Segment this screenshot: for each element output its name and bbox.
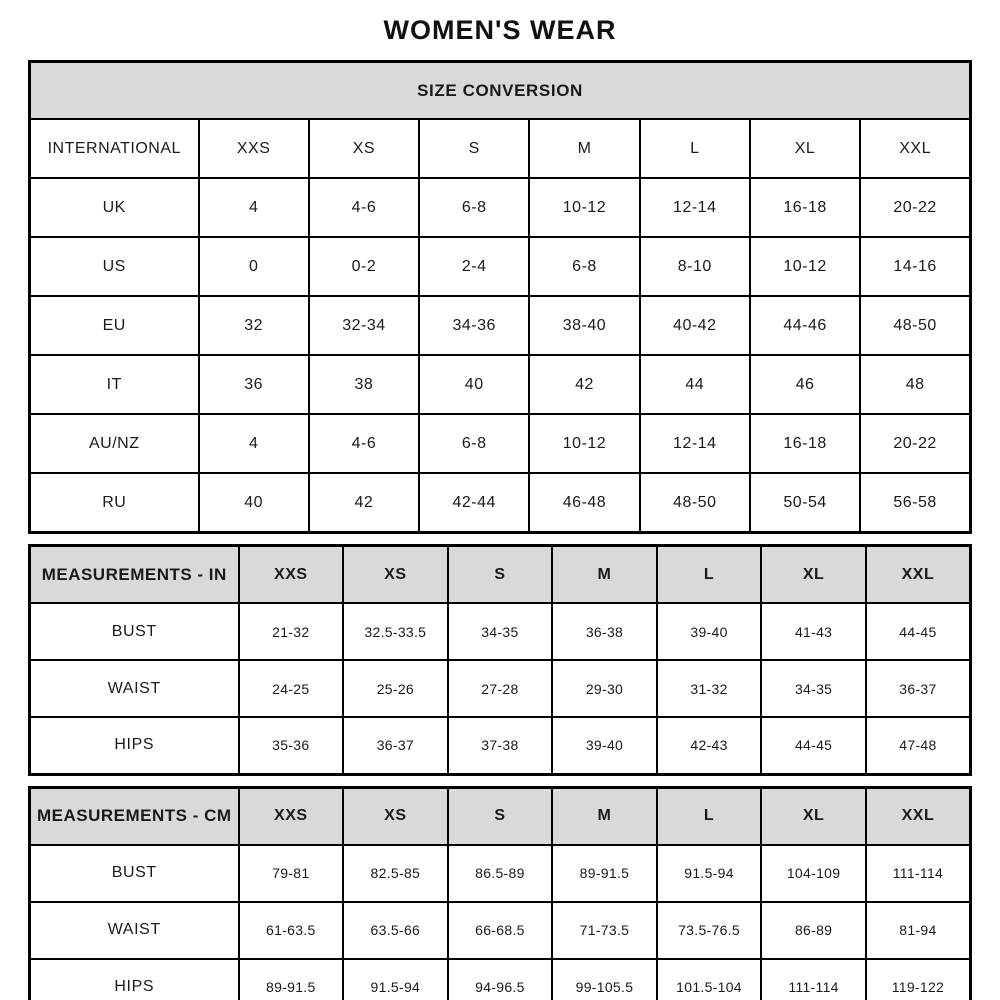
- value-cell: 48: [860, 355, 970, 414]
- row-label: AU/NZ: [30, 414, 199, 473]
- value-cell: 20-22: [860, 414, 970, 473]
- size-column-header: S: [448, 787, 553, 845]
- value-cell: 34-35: [761, 660, 866, 717]
- table-row: [30, 237, 971, 296]
- value-cell: 101.5-104: [657, 959, 762, 1000]
- table-title: MEASUREMENTS - IN: [30, 546, 239, 604]
- value-cell: 111-114: [761, 959, 866, 1000]
- table-title: SIZE CONVERSION: [30, 62, 971, 120]
- value-cell: 32.5-33.5: [343, 603, 448, 660]
- size-column-header: L: [640, 119, 750, 178]
- table-row: [30, 296, 971, 355]
- value-cell: 38: [309, 355, 419, 414]
- value-cell: 32: [199, 296, 309, 355]
- value-cell: 39-40: [657, 603, 762, 660]
- row-label: IT: [30, 355, 199, 414]
- value-cell: 10-12: [750, 237, 860, 296]
- size-column-header: M: [529, 119, 639, 178]
- size-column-header: XXL: [866, 546, 971, 604]
- value-cell: 86.5-89: [448, 845, 553, 902]
- size-column-header: S: [419, 119, 529, 178]
- row-label: US: [30, 237, 199, 296]
- table-row: [30, 473, 971, 533]
- size-column-header: XS: [309, 119, 419, 178]
- size-column-header: XS: [343, 546, 448, 604]
- value-cell: 10-12: [529, 414, 639, 473]
- value-cell: 36: [199, 355, 309, 414]
- page-title: WOMEN'S WEAR: [383, 15, 617, 45]
- value-cell: 89-91.5: [552, 845, 657, 902]
- value-cell: 44: [640, 355, 750, 414]
- value-cell: 94-96.5: [448, 959, 553, 1000]
- value-cell: 48-50: [860, 296, 970, 355]
- row-label: BUST: [30, 845, 239, 902]
- table-row: [30, 660, 971, 717]
- column-header-row: [30, 787, 971, 845]
- value-cell: 79-81: [239, 845, 344, 902]
- value-cell: 91.5-94: [343, 959, 448, 1000]
- value-cell: 38-40: [529, 296, 639, 355]
- value-cell: 12-14: [640, 414, 750, 473]
- value-cell: 46-48: [529, 473, 639, 533]
- value-cell: 34-35: [448, 603, 553, 660]
- value-cell: 34-36: [419, 296, 529, 355]
- size-column-header: XXL: [866, 787, 971, 845]
- value-cell: 44-45: [761, 717, 866, 774]
- value-cell: 4-6: [309, 178, 419, 237]
- value-cell: 10-12: [529, 178, 639, 237]
- value-cell: 119-122: [866, 959, 971, 1000]
- value-cell: 6-8: [419, 414, 529, 473]
- size-column-header: S: [448, 546, 553, 604]
- value-cell: 4: [199, 178, 309, 237]
- value-cell: 81-94: [866, 902, 971, 959]
- value-cell: 111-114: [866, 845, 971, 902]
- row-label-column-header: INTERNATIONAL: [30, 119, 199, 178]
- row-label: HIPS: [30, 959, 239, 1000]
- value-cell: 0: [199, 237, 309, 296]
- size-column-header: XXS: [199, 119, 309, 178]
- value-cell: 36-37: [343, 717, 448, 774]
- size-column-header: XS: [343, 787, 448, 845]
- value-cell: 99-105.5: [552, 959, 657, 1000]
- value-cell: 44-46: [750, 296, 860, 355]
- column-header-row: [30, 119, 971, 178]
- measurements-cm-table: [28, 786, 972, 1000]
- table-title-row: [30, 62, 971, 120]
- table-row: [30, 355, 971, 414]
- value-cell: 6-8: [529, 237, 639, 296]
- value-cell: 48-50: [640, 473, 750, 533]
- row-label: WAIST: [30, 660, 239, 717]
- row-label: WAIST: [30, 902, 239, 959]
- size-column-header: XL: [761, 787, 866, 845]
- value-cell: 25-26: [343, 660, 448, 717]
- row-label: EU: [30, 296, 199, 355]
- value-cell: 91.5-94: [657, 845, 762, 902]
- value-cell: 8-10: [640, 237, 750, 296]
- value-cell: 14-16: [860, 237, 970, 296]
- value-cell: 32-34: [309, 296, 419, 355]
- value-cell: 46: [750, 355, 860, 414]
- value-cell: 12-14: [640, 178, 750, 237]
- value-cell: 86-89: [761, 902, 866, 959]
- value-cell: 73.5-76.5: [657, 902, 762, 959]
- value-cell: 66-68.5: [448, 902, 553, 959]
- size-column-header: L: [657, 546, 762, 604]
- table-row: [30, 959, 971, 1000]
- value-cell: 40: [199, 473, 309, 533]
- row-label: RU: [30, 473, 199, 533]
- value-cell: 41-43: [761, 603, 866, 660]
- value-cell: 2-4: [419, 237, 529, 296]
- value-cell: 42-43: [657, 717, 762, 774]
- size-column-header: M: [552, 546, 657, 604]
- row-label: UK: [30, 178, 199, 237]
- size-column-header: M: [552, 787, 657, 845]
- value-cell: 40: [419, 355, 529, 414]
- value-cell: 37-38: [448, 717, 553, 774]
- table-row: [30, 603, 971, 660]
- size-column-header: XXL: [860, 119, 970, 178]
- value-cell: 16-18: [750, 178, 860, 237]
- value-cell: 42-44: [419, 473, 529, 533]
- table-row: [30, 414, 971, 473]
- table-title: MEASUREMENTS - CM: [30, 787, 239, 845]
- value-cell: 4-6: [309, 414, 419, 473]
- value-cell: 63.5-66: [343, 902, 448, 959]
- value-cell: 39-40: [552, 717, 657, 774]
- column-header-row: [30, 546, 971, 604]
- value-cell: 56-58: [860, 473, 970, 533]
- value-cell: 24-25: [239, 660, 344, 717]
- value-cell: 4: [199, 414, 309, 473]
- value-cell: 50-54: [750, 473, 860, 533]
- value-cell: 20-22: [860, 178, 970, 237]
- value-cell: 40-42: [640, 296, 750, 355]
- size-column-header: L: [657, 787, 762, 845]
- value-cell: 82.5-85: [343, 845, 448, 902]
- value-cell: 36-37: [866, 660, 971, 717]
- value-cell: 42: [309, 473, 419, 533]
- value-cell: 36-38: [552, 603, 657, 660]
- size-column-header: XXS: [239, 546, 344, 604]
- value-cell: 44-45: [866, 603, 971, 660]
- value-cell: 29-30: [552, 660, 657, 717]
- table-row: [30, 717, 971, 774]
- value-cell: 21-32: [239, 603, 344, 660]
- row-label: HIPS: [30, 717, 239, 774]
- size-conversion-table: [28, 60, 972, 534]
- table-row: [30, 902, 971, 959]
- size-column-header: XL: [761, 546, 866, 604]
- measurements-in-table: [28, 544, 972, 776]
- row-label: BUST: [30, 603, 239, 660]
- table-row: [30, 178, 971, 237]
- value-cell: 71-73.5: [552, 902, 657, 959]
- value-cell: 27-28: [448, 660, 553, 717]
- value-cell: 16-18: [750, 414, 860, 473]
- value-cell: 0-2: [309, 237, 419, 296]
- value-cell: 42: [529, 355, 639, 414]
- value-cell: 35-36: [239, 717, 344, 774]
- size-column-header: XL: [750, 119, 860, 178]
- value-cell: 6-8: [419, 178, 529, 237]
- value-cell: 104-109: [761, 845, 866, 902]
- size-column-header: XXS: [239, 787, 344, 845]
- value-cell: 31-32: [657, 660, 762, 717]
- value-cell: 47-48: [866, 717, 971, 774]
- table-row: [30, 845, 971, 902]
- value-cell: 61-63.5: [239, 902, 344, 959]
- value-cell: 89-91.5: [239, 959, 344, 1000]
